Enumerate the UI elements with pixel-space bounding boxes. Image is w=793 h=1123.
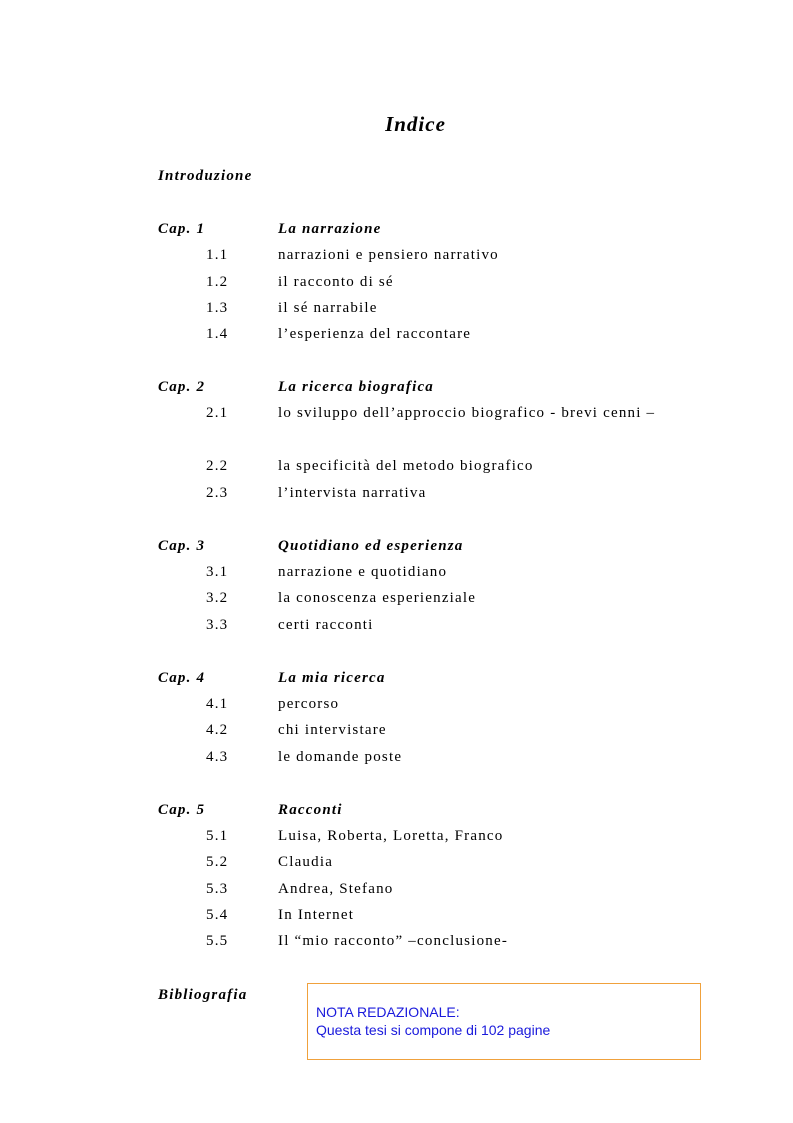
toc-introduction: Introduzione [158, 168, 253, 184]
chapter-3-number: Cap. 3 [158, 538, 206, 554]
section-title: Andrea, Stefano [278, 881, 394, 897]
section-number: 4.3 [206, 749, 229, 765]
section-title: chi intervistare [278, 722, 387, 738]
section-number: 4.1 [206, 696, 229, 712]
section-title: il racconto di sé [278, 274, 394, 290]
section-title: l’intervista narrativa [278, 485, 427, 501]
section-number: 5.2 [206, 854, 229, 870]
chapter-2-number: Cap. 2 [158, 379, 206, 395]
chapter-4-title: La mia ricerca [278, 670, 386, 686]
section-number: 4.2 [206, 722, 229, 738]
section-number: 2.3 [206, 485, 229, 501]
section-title: il sé narrabile [278, 300, 378, 316]
section-number: 1.3 [206, 300, 229, 316]
section-title: narrazioni e pensiero narrativo [278, 247, 499, 263]
section-number: 5.4 [206, 907, 229, 923]
editorial-note-text: Questa tesi si compone di 102 pagine [316, 1022, 551, 1038]
section-number: 3.1 [206, 564, 229, 580]
section-title: Claudia [278, 854, 334, 870]
chapter-2-title: La ricerca biografica [278, 379, 435, 395]
chapter-1-title: La narrazione [278, 221, 382, 237]
section-number: 5.3 [206, 881, 229, 897]
section-title: la conoscenza esperienziale [278, 590, 477, 606]
section-number: 2.2 [206, 458, 229, 474]
section-number: 3.3 [206, 617, 229, 633]
editorial-note-box [307, 983, 701, 1060]
chapter-5-number: Cap. 5 [158, 802, 206, 818]
section-number: 3.2 [206, 590, 229, 606]
toc-bibliography: Bibliografia [158, 987, 248, 1003]
section-title: le domande poste [278, 749, 403, 765]
section-title: In Internet [278, 907, 355, 923]
page-title: Indice [385, 112, 446, 136]
editorial-note-heading: NOTA REDAZIONALE: [316, 1004, 460, 1020]
chapter-4-number: Cap. 4 [158, 670, 206, 686]
section-number: 2.1 [206, 405, 229, 421]
chapter-3-title: Quotidiano ed esperienza [278, 538, 464, 554]
chapter-5-title: Racconti [278, 802, 343, 818]
section-number: 5.1 [206, 828, 229, 844]
chapter-1-number: Cap. 1 [158, 221, 206, 237]
section-title: certi racconti [278, 617, 374, 633]
section-number: 1.4 [206, 326, 229, 342]
section-number: 5.5 [206, 933, 229, 949]
section-title: Luisa, Roberta, Loretta, Franco [278, 828, 504, 844]
section-title: la specificità del metodo biografico [278, 458, 534, 474]
section-title: l’esperienza del raccontare [278, 326, 472, 342]
section-title: percorso [278, 696, 340, 712]
section-number: 1.2 [206, 274, 229, 290]
section-title: lo sviluppo dell’approccio biografico - brevi cenni – [278, 405, 656, 421]
section-title: Il “mio racconto” –conclusione- [278, 933, 509, 949]
section-title: narrazione e quotidiano [278, 564, 448, 580]
section-number: 1.1 [206, 247, 229, 263]
